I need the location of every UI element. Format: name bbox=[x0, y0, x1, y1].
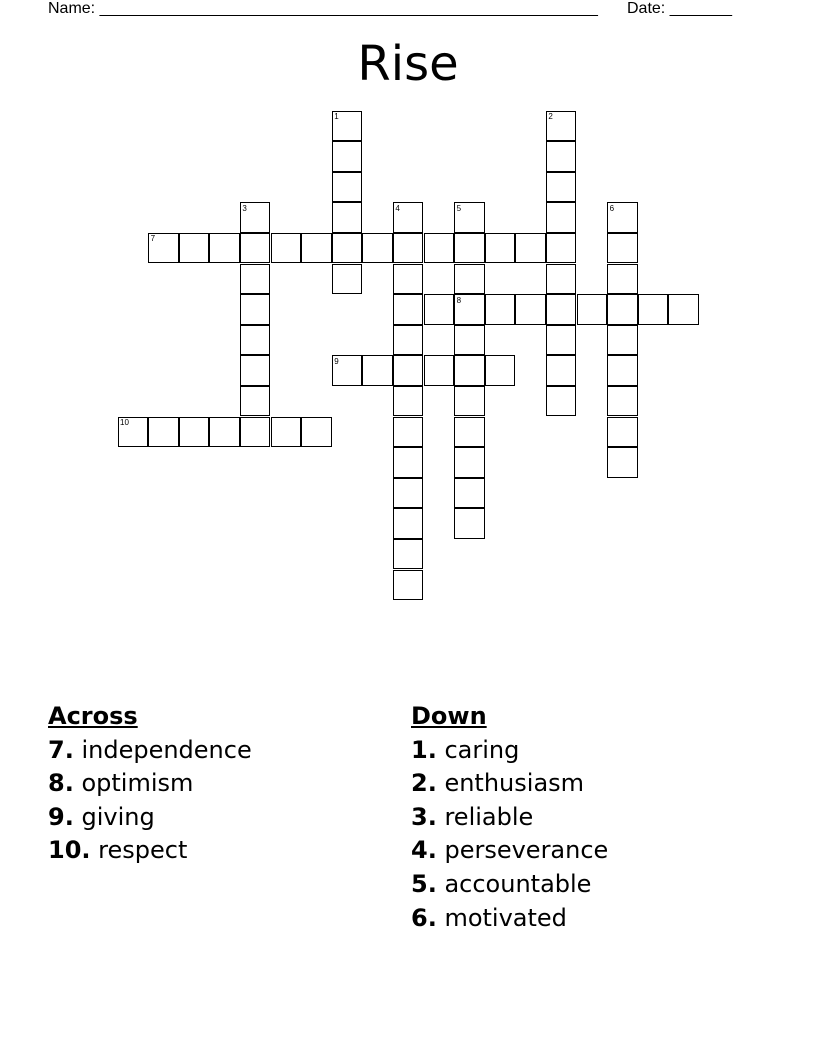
grid-cell[interactable] bbox=[393, 417, 424, 448]
grid-cell[interactable] bbox=[393, 570, 424, 601]
grid-cell[interactable] bbox=[362, 355, 393, 386]
grid-cell[interactable] bbox=[240, 264, 271, 295]
grid-cell[interactable] bbox=[240, 325, 271, 356]
grid-cell[interactable] bbox=[179, 233, 210, 264]
down-clue bbox=[411, 801, 608, 835]
grid-cell[interactable] bbox=[393, 447, 424, 478]
grid-cell[interactable] bbox=[332, 202, 363, 233]
clue-num: 1. bbox=[411, 735, 437, 764]
clue-text: giving bbox=[73, 802, 155, 831]
clue-num: 8. bbox=[48, 769, 74, 798]
grid-cell[interactable] bbox=[485, 233, 516, 264]
grid-cell[interactable] bbox=[454, 417, 485, 448]
clue-number-8: 8 bbox=[456, 295, 462, 305]
grid-cell[interactable] bbox=[332, 264, 363, 295]
grid-cell[interactable] bbox=[607, 294, 638, 325]
down-clue bbox=[411, 868, 608, 902]
grid-cell[interactable] bbox=[393, 355, 424, 386]
grid-cell[interactable] bbox=[454, 386, 485, 417]
grid-cell[interactable] bbox=[515, 294, 546, 325]
grid-cell[interactable] bbox=[546, 172, 577, 203]
clue-num: 9. bbox=[48, 802, 74, 831]
grid-cell[interactable] bbox=[454, 355, 485, 386]
grid-cell[interactable] bbox=[393, 539, 424, 570]
clue-num: 6. bbox=[411, 903, 437, 932]
puzzle-title: Rise bbox=[357, 36, 459, 92]
across-clue bbox=[48, 801, 252, 835]
grid-cell[interactable] bbox=[454, 478, 485, 509]
clue-number-4: 4 bbox=[395, 203, 400, 213]
grid-cell[interactable] bbox=[148, 417, 179, 448]
clue-text: caring bbox=[436, 735, 520, 764]
grid-cell[interactable] bbox=[240, 417, 271, 448]
grid-cell[interactable] bbox=[393, 264, 424, 295]
grid-cell[interactable] bbox=[240, 294, 271, 325]
clue-text: accountable bbox=[436, 869, 592, 898]
clue-num: 3. bbox=[411, 802, 437, 831]
grid-cell[interactable] bbox=[393, 508, 424, 539]
clue-text: respect bbox=[90, 836, 188, 865]
grid-cell[interactable] bbox=[240, 233, 271, 264]
grid-cell[interactable] bbox=[393, 294, 424, 325]
clue-number-5: 5 bbox=[456, 203, 462, 213]
grid-cell[interactable] bbox=[546, 141, 577, 172]
grid-cell[interactable] bbox=[546, 294, 577, 325]
grid-cell[interactable] bbox=[607, 355, 638, 386]
clue-text: perseverance bbox=[436, 836, 609, 865]
grid-cell[interactable] bbox=[424, 355, 455, 386]
clue-text: optimism bbox=[73, 769, 194, 798]
grid-cell[interactable] bbox=[332, 233, 363, 264]
across-heading: Across bbox=[48, 702, 138, 730]
grid-cell[interactable] bbox=[424, 233, 455, 264]
name-line: Name: ________________________________________________________ bbox=[48, 0, 598, 17]
across-clues bbox=[48, 700, 252, 868]
down-clue bbox=[411, 834, 608, 868]
grid-cell[interactable] bbox=[209, 233, 240, 264]
date-line: Date: _______ bbox=[627, 0, 732, 17]
clue-text: enthusiasm bbox=[436, 769, 585, 798]
grid-cell[interactable] bbox=[607, 264, 638, 295]
grid-cell[interactable] bbox=[332, 141, 363, 172]
grid-cell[interactable] bbox=[546, 386, 577, 417]
down-clue bbox=[411, 902, 608, 936]
grid-cell[interactable] bbox=[546, 264, 577, 295]
clue-text: independence bbox=[73, 735, 252, 764]
across-clue bbox=[48, 734, 252, 768]
grid-cell[interactable] bbox=[424, 294, 455, 325]
grid-cell[interactable] bbox=[546, 325, 577, 356]
grid-cell[interactable] bbox=[301, 417, 332, 448]
grid-cell[interactable] bbox=[546, 233, 577, 264]
grid-cell[interactable] bbox=[454, 447, 485, 478]
grid-cell[interactable] bbox=[454, 233, 485, 264]
clue-number-2: 2 bbox=[548, 112, 553, 121]
grid-cell[interactable] bbox=[362, 233, 393, 264]
grid-cell[interactable] bbox=[607, 417, 638, 448]
grid-cell[interactable] bbox=[240, 386, 271, 417]
grid-cell[interactable] bbox=[454, 325, 485, 356]
grid-cell[interactable] bbox=[271, 417, 302, 448]
clue-num: 7. bbox=[48, 735, 74, 764]
down-clues bbox=[411, 700, 608, 935]
grid-cell[interactable] bbox=[607, 233, 638, 264]
grid-cell[interactable] bbox=[332, 172, 363, 203]
down-heading: Down bbox=[411, 702, 487, 730]
clue-text: reliable bbox=[436, 802, 534, 831]
grid-cell[interactable] bbox=[393, 478, 424, 509]
clue-number-3: 3 bbox=[242, 203, 247, 213]
down-clue bbox=[411, 767, 608, 801]
grid-cell[interactable] bbox=[454, 508, 485, 539]
clue-number-7: 7 bbox=[150, 234, 156, 244]
grid-cell[interactable] bbox=[209, 417, 240, 448]
grid-cell[interactable] bbox=[271, 233, 302, 264]
grid-cell[interactable] bbox=[393, 386, 424, 417]
grid-cell[interactable] bbox=[607, 325, 638, 356]
clue-num: 5. bbox=[411, 869, 437, 898]
grid-cell[interactable] bbox=[577, 294, 608, 325]
grid-cell[interactable] bbox=[240, 355, 271, 386]
grid-cell[interactable] bbox=[454, 264, 485, 295]
down-clue bbox=[411, 734, 608, 768]
across-clue bbox=[48, 834, 252, 868]
grid-cell[interactable] bbox=[638, 294, 669, 325]
clue-num: 4. bbox=[411, 836, 437, 865]
clue-number-10: 10 bbox=[120, 418, 129, 427]
grid-cell[interactable] bbox=[179, 417, 210, 448]
grid-cell[interactable] bbox=[668, 294, 699, 325]
clue-text: motivated bbox=[436, 903, 567, 932]
grid-cell[interactable] bbox=[607, 447, 638, 478]
across-clue-list bbox=[48, 734, 252, 868]
grid-cell[interactable] bbox=[546, 202, 577, 233]
grid-cell[interactable] bbox=[546, 355, 577, 386]
grid-cell[interactable] bbox=[301, 233, 332, 264]
grid-cell[interactable] bbox=[607, 386, 638, 417]
across-clue bbox=[48, 767, 252, 801]
grid-cell[interactable] bbox=[485, 294, 516, 325]
grid-cell[interactable] bbox=[485, 355, 516, 386]
grid-cell[interactable] bbox=[393, 233, 424, 264]
down-clue-list bbox=[411, 734, 608, 936]
grid-cell[interactable] bbox=[393, 325, 424, 356]
clue-number-9: 9 bbox=[334, 356, 339, 366]
grid-cell[interactable] bbox=[515, 233, 546, 264]
clue-num: 10. bbox=[48, 836, 91, 865]
clue-num: 2. bbox=[411, 769, 437, 798]
clue-number-1: 1 bbox=[334, 112, 339, 121]
clue-number-6: 6 bbox=[609, 203, 615, 213]
